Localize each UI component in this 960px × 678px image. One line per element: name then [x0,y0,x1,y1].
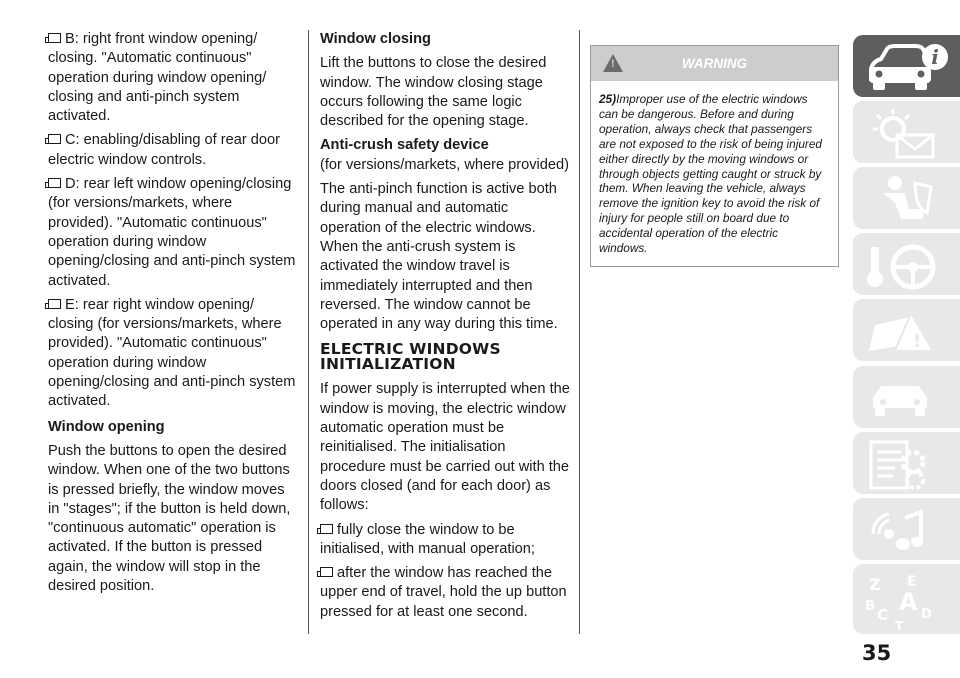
page-number: 35 [862,641,892,665]
bullet-icon [48,134,61,144]
tab-emergency[interactable] [853,299,960,361]
warning-lights-icon [865,107,950,162]
tab-multimedia[interactable] [853,498,960,560]
index-letter: E [907,574,917,590]
key-steering-icon [865,239,950,294]
anti-crush-text: The anti-pinch function is active both during manual and automatic operation of the electric windows. When the anti-crush system is activated the window travel is immediately interrupted and then reversed. The window cannot be operated in any way during this time. [320,181,558,333]
warning-text: 25)Improper use of the electric windows can be dangerous. Before and during operation, always check that passengers are not exposed to the risk of being injured either directly by the moving windows or through objects getting caught or struck by them. When leaving the vehicle, always remove the ignition key to avoid the risk of injury for people still on board due to accidental operation of the electric windows. [599,92,822,256]
svg-text:!: ! [913,331,922,352]
tab-warning-lights[interactable] [853,101,960,163]
anti-crush-heading: Anti-crush safety device [320,137,489,154]
car-service-icon [865,372,950,427]
column-divider [308,30,309,634]
index-letter: C [877,606,889,624]
window-closing-heading: Window closing [320,31,431,47]
bullet-icon [48,299,61,309]
tab-starting-driving[interactable] [853,233,960,295]
tab-technical-data[interactable] [853,432,960,494]
tab-index[interactable] [853,564,960,634]
bullet-icon [48,33,61,43]
bullet-icon [320,567,333,577]
index-letter: D [921,607,932,622]
column-left [48,30,296,601]
svg-text:i: i [931,45,939,69]
anti-crush-block [320,136,570,175]
bullet-icon [320,524,333,534]
accident-icon [865,305,950,360]
index-letter: T [895,619,904,632]
init-step-2: after the window has reached the upper end of travel, hold the up button pressed for at least one second. [320,565,567,620]
window-opening-text: Push the buttons to open the desired window. When one of the two buttons is pressed briefly, the window moves in "stages"; if the button is held down, "continuous automatic" operation is activated. If the button is pressed again, the window will stop in the desired position. [48,442,291,595]
anti-crush-note: (for versions/markets, where provided) [320,156,569,173]
column-divider [579,30,580,634]
index-letter: B [865,599,875,614]
index-letter: A [899,588,918,616]
window-opening-heading: Window opening [48,418,165,435]
warning-box [590,45,839,267]
column-middle [320,30,570,627]
init-text: If power supply is interrupted when the window is moving, the electric window automatic operation must be reinitialised. The initialisation procedure must be carried out with the doors closed (and for each door) as follows: [320,381,570,514]
list-item-e: E: rear right window opening/ closing (for versions/markets, where provided). "Automatic continuous" operation during window opening/closing and anti-pinch system activated. [48,296,296,410]
list-item-d: D: rear left window opening/closing (for versions/markets, where provided). "Automatic continuous" operation during window opening/closing and anti-pinch system activated. [48,176,296,289]
window-closing-text: Lift the buttons to close the desired window. The window closing stage occurs following the same logic described for the opening stage. [320,55,547,130]
safety-seat-icon [865,173,950,228]
multimedia-icon [865,504,950,559]
tab-safety[interactable] [853,167,960,229]
init-step-1: fully close the window to be initialised, with manual operation; [320,521,535,557]
bullet-icon [48,178,61,188]
index-letter: Z [869,575,881,594]
tab-car-info[interactable] [853,35,960,97]
index-letters-icon [865,570,950,632]
section-heading: ELECTRIC WINDOWS INITIALIZATION [320,340,501,374]
list-item-c: C: enabling/disabling of rear door electric window controls. [48,132,280,168]
list-item-b: B: right front window opening/ closing. "Automatic continuous" operation during window opening/ closing and anti-pinch system activated. [48,31,267,125]
maintenance-gear-icon [865,438,950,493]
car-info-icon [865,41,950,96]
warning-header [591,46,838,81]
tab-maintenance[interactable] [853,366,960,428]
warning-title: WARNING [681,56,748,71]
